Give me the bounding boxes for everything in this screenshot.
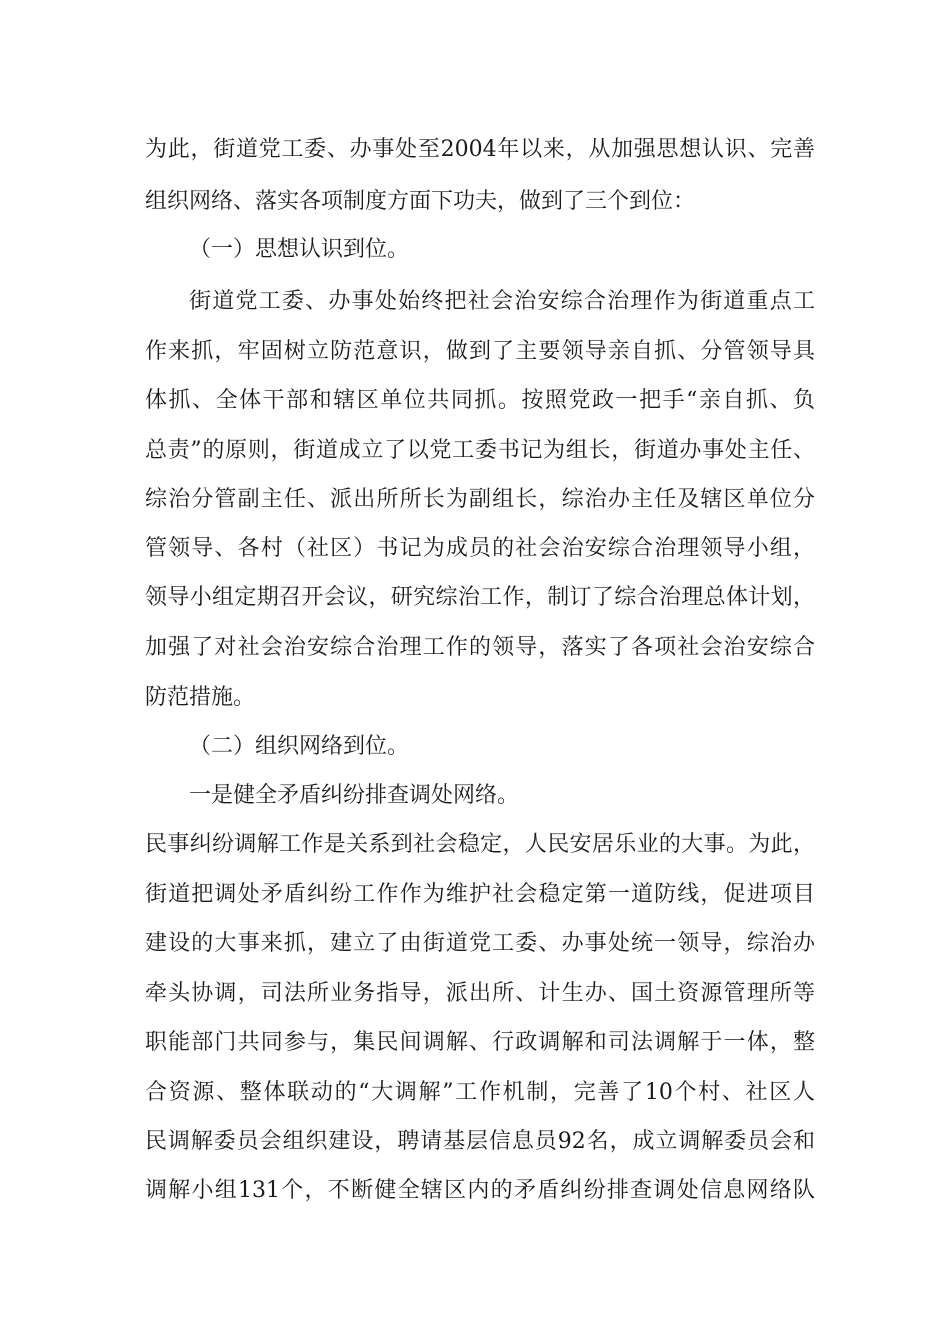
- text-line: 职能部门共同参与，集民间调解、行政调解和司法调解于一体，整: [145, 1030, 815, 1055]
- text-line: 民调解委员会组织建设，聘请基层信息员92名，成立调解委员会和: [145, 1129, 815, 1154]
- text-line: 领导小组定期召开会议，研究综治工作，制订了综合治理总体计划，: [145, 585, 815, 610]
- text-line: 体抓、全体干部和辖区单位共同抓。按照党政一把手“亲自抓、负: [145, 388, 815, 413]
- text-line: 民事纠纷调解工作是关系到社会稳定，人民安居乐业的大事。为此，: [145, 832, 815, 857]
- text-line: 街道党工委、办事处始终把社会治安综合治理作为街道重点工: [189, 289, 815, 314]
- text-line: 为此，街道党工委、办事处至2004年以来，从加强思想认识、完善: [145, 137, 815, 162]
- text-line: 牵头协调，司法所业务指导，派出所、计生办、国土资源管理所等: [145, 981, 815, 1006]
- text-line: 合资源、整体联动的“大调解”工作机制，完善了10个村、社区人: [145, 1080, 815, 1105]
- text-line: 调解小组131个，不断健全辖区内的矛盾纠纷排查调处信息网络队: [145, 1178, 815, 1203]
- text-line: 一是健全矛盾纠纷排查调处网络。: [189, 783, 520, 808]
- text-line: 作来抓，牢固树立防范意识，做到了主要领导亲自抓、分管领导具: [145, 339, 815, 364]
- text-line: 防范措施。: [145, 685, 256, 710]
- section-heading: （二）组织网络到位。: [189, 734, 410, 759]
- text-line: 加强了对社会治安综合治理工作的领导，落实了各项社会治安综合: [145, 635, 815, 660]
- text-line: 综治分管副主任、派出所所长为副组长，综治办主任及辖区单位分: [145, 487, 815, 512]
- text-line: 街道把调处矛盾纠纷工作作为维护社会稳定第一道防线，促进项目: [145, 882, 815, 907]
- text-line: 管领导、各村（社区）书记为成员的社会治安综合治理领导小组，: [145, 536, 815, 561]
- text-line: 组织网络、落实各项制度方面下功夫，做到了三个到位：: [145, 189, 696, 214]
- text-line: 总责”的原则，街道成立了以党工委书记为组长，街道办事处主任、: [145, 438, 815, 463]
- section-heading: （一）思想认识到位。: [189, 237, 410, 262]
- text-line: 建设的大事来抓，建立了由街道党工委、办事处统一领导，综治办: [145, 931, 815, 956]
